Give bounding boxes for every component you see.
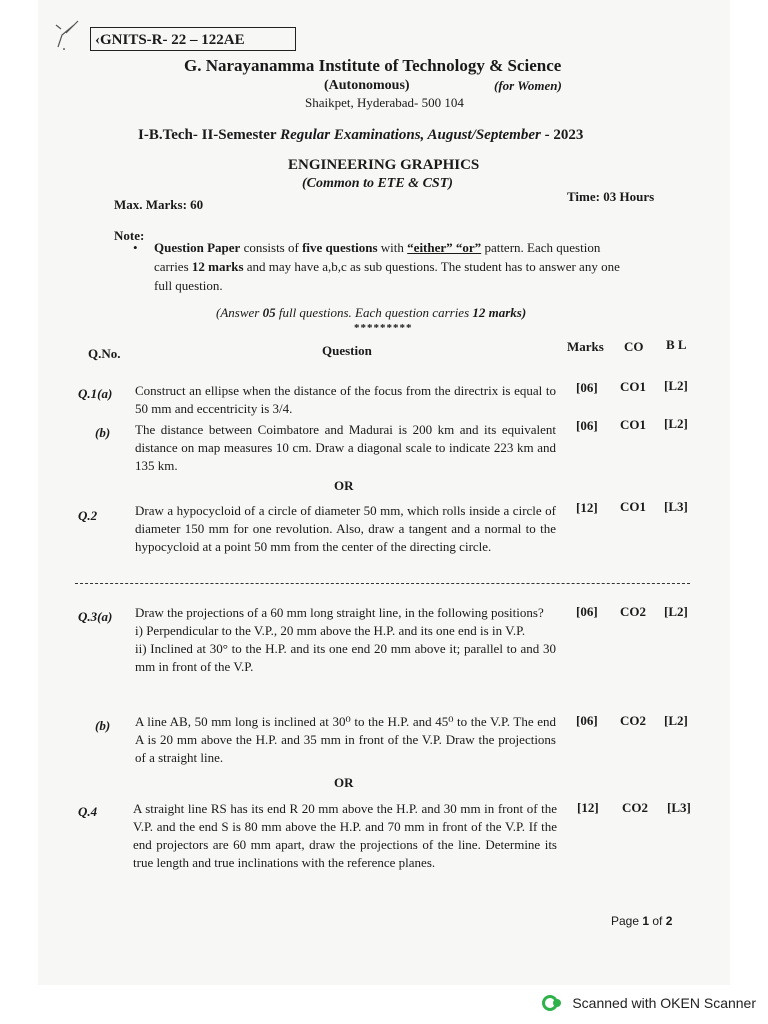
answer-a: (Answer: [216, 305, 263, 320]
or-divider: OR: [334, 775, 354, 790]
answer-b: 05: [262, 305, 276, 320]
question-bl: [L2]: [664, 604, 688, 619]
question-number: (b): [95, 718, 111, 733]
note-carries: carries: [154, 259, 192, 274]
note-line-2: [154, 259, 620, 275]
page-of: of: [649, 914, 666, 928]
question-co: CO2: [622, 800, 648, 815]
question-number: Q.1(a): [78, 386, 113, 401]
question-text: The distance between Coimbatore and Madurai is 200 km and its equivalent distance on map measures 10 cm. Draw a diagonal scale to indicate 223 km and 135 km.: [135, 422, 556, 473]
question-marks: [12]: [576, 500, 598, 515]
subject-note: (Common to ETE & CST): [302, 176, 453, 191]
question-co: CO1: [620, 379, 646, 394]
note-text-a: consists of: [240, 240, 303, 255]
question-bl: [L2]: [664, 378, 688, 393]
question-co: CO1: [620, 499, 646, 514]
exam-title-italic: Regular Examinations, August/September: [280, 127, 541, 143]
note-five-questions: five questions: [302, 240, 378, 255]
question-number: Q.4: [78, 804, 98, 819]
question-text-line: i) Perpendicular to the V.P., 20 mm above the H.P. and its one end is in V.P.: [135, 623, 526, 638]
subject-title: ENGINEERING GRAPHICS: [288, 157, 480, 173]
question-number: Q.3(a): [78, 609, 113, 624]
note-label: Note:: [114, 228, 145, 243]
oken-scanner-icon: [542, 993, 562, 1013]
question-text: A straight line RS has its end R 20 mm above the H.P. and 30 mm in front of the V.P. and the end S is 80 mm above the H.P. and 70 mm in front of the V.P. If the end projectors are 60 mm apart, draw the projections of the line. Determine its true length and true inclinations with the reference planes.: [133, 801, 557, 870]
note-line2-rest: and may have a,b,c as sub questions. The student has to answer any one: [243, 259, 620, 274]
note-12-marks: 12 marks: [191, 259, 244, 274]
answer-d: 12 marks): [472, 305, 527, 320]
question-text-block: [135, 604, 556, 676]
exam-title: [138, 127, 583, 144]
exam-title-year: - 2023: [540, 127, 584, 143]
note-text-b: with: [377, 240, 408, 255]
scanner-text: Scanned with OKEN Scanner: [572, 995, 756, 1011]
note-line-3: full question.: [154, 278, 223, 293]
paper-code-box: ‹GNITS-R- 22 – 122AE: [90, 27, 296, 51]
note-text-c: pattern. Each question: [481, 240, 601, 255]
question-marks: [06]: [576, 713, 598, 728]
address: Shaikpet, Hyderabad- 500 104: [305, 95, 464, 110]
note-qp: Question Paper: [154, 240, 241, 255]
question-bl: [L3]: [664, 499, 688, 514]
question-text: A line AB, 50 mm long is inclined at 30⁰ to the H.P. and 45⁰ to the V.P. The end A is 20 mm above the H.P. and 35 mm in front of the V.P. Draw the projections of a straight line.: [135, 714, 556, 765]
question-marks: [06]: [576, 380, 598, 395]
exam-title-prefix: I-B.Tech- II-Semester: [138, 127, 281, 143]
question-co: CO1: [620, 417, 646, 432]
for-women-label: (for Women): [494, 78, 562, 93]
institute-name: G. Narayanamma Institute of Technology & Science: [184, 56, 562, 75]
header-question: Question: [322, 343, 372, 358]
question-text: Construct an ellipse when the distance of the focus from the directrix is equal to 50 mm and eccentricity is 3/4.: [135, 383, 556, 416]
question-bl: [L2]: [664, 416, 688, 431]
stars-divider: *********: [354, 322, 413, 334]
question-marks: [12]: [577, 800, 599, 815]
page-total: 2: [665, 914, 673, 928]
page-number: [611, 914, 672, 928]
note-bullet: •: [133, 240, 138, 255]
question-text-line: Draw the projections of a 60 mm long straight line, in the following positions?: [135, 605, 544, 620]
autonomous-label: (Autonomous): [324, 78, 410, 93]
time-allowed: Time: 03 Hours: [567, 189, 655, 204]
question-text: Draw a hypocycloid of a circle of diameter 50 mm, which rolls inside a circle of diameter 150 mm for one revolution. Also, draw a tangent and a normal to the hypocycloid at a point 50 mm from the center of the directing circle.: [135, 503, 556, 554]
note-either-or: “either” “or”: [407, 240, 482, 255]
question-marks: [06]: [576, 604, 598, 619]
page-label: Page: [611, 914, 643, 928]
question-text-line: ii) Inclined at 30° to the H.P. and its one end 20 mm above it; parallel to and 30 mm in front of the V.P.: [135, 641, 556, 674]
scanner-watermark: [542, 992, 756, 1014]
question-marks: [06]: [576, 418, 598, 433]
question-bl: [L2]: [664, 713, 688, 728]
question-number: (b): [95, 425, 111, 440]
note-line-1: [154, 240, 600, 256]
header-qno: Q.No.: [88, 346, 121, 361]
max-marks: Max. Marks: 60: [114, 197, 204, 212]
answer-instruction: [216, 305, 526, 321]
answer-c: full questions. Each question carries: [275, 305, 473, 320]
section-divider: [75, 583, 690, 584]
question-co: CO2: [620, 713, 646, 728]
question-co: CO2: [620, 604, 646, 619]
page-current: 1: [642, 914, 650, 928]
question-number: Q.2: [78, 508, 98, 523]
corner-scribble-mark: [52, 17, 82, 51]
question-bl: [L3]: [667, 800, 691, 815]
header-co: CO: [624, 339, 644, 354]
header-bl: B L: [666, 337, 687, 352]
or-divider: OR: [334, 478, 354, 493]
header-marks: Marks: [567, 339, 604, 354]
